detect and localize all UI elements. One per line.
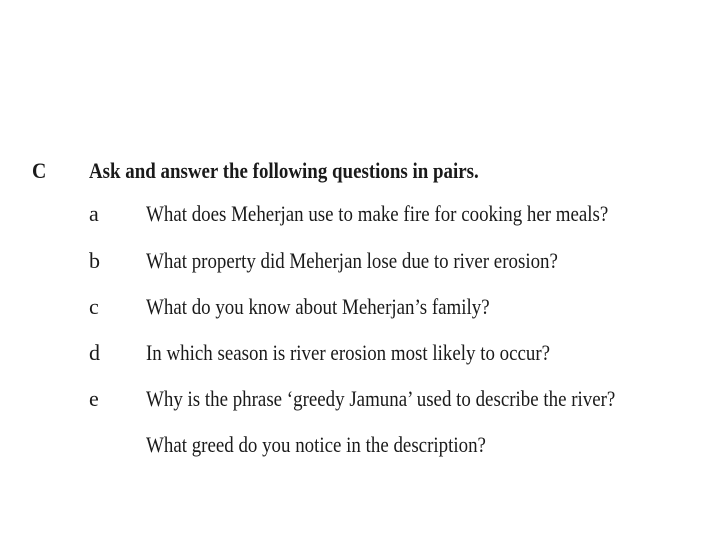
section-instruction: Ask and answer the following questions in pairs. — [89, 158, 479, 183]
question-e-continuation: What greed do you notice in the description? — [146, 432, 486, 457]
question-b-text: What property did Meherjan lose due to river erosion? — [146, 248, 558, 273]
question-a-text: What does Meherjan use to make fire for cooking her meals? — [146, 201, 609, 226]
question-e-text: Why is the phrase ‘greedy Jamuna’ used to describe the river? — [146, 386, 616, 411]
section-letter: C — [32, 158, 47, 183]
question-e-letter: e — [89, 386, 99, 411]
question-c-letter: c — [89, 294, 99, 319]
question-d-letter: d — [89, 340, 100, 365]
question-b-letter: b — [89, 248, 100, 273]
question-c-text: What do you know about Meherjan’s family? — [146, 294, 490, 319]
question-d-text: In which season is river erosion most likely to occur? — [146, 340, 551, 365]
question-a-letter: a — [89, 201, 99, 226]
